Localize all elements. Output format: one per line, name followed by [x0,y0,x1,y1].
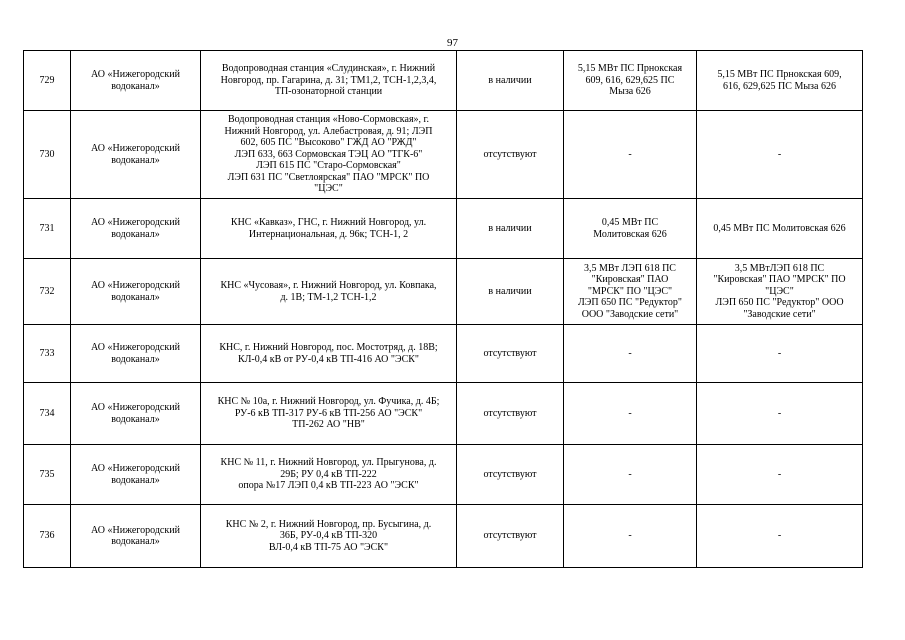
object-description-cell [201,259,457,325]
cell-text-line: "Кировская" ПАО [591,274,669,286]
table-row [24,259,863,325]
power-capacity-cell [564,259,697,325]
cell-text-line: д. 1В; ТМ-1,2 ТСН-1,2 [280,291,377,303]
cell-text-line: 3,5 МВтЛЭП 618 ПС [734,262,825,274]
power-reserve-cell [697,325,863,383]
cell-text-line: АО «Нижегородский [91,143,180,154]
object-description-cell [201,51,457,111]
cell-text-line: АО «Нижегородский [91,217,180,228]
organization-cell [71,445,201,505]
object-description-cell [201,199,457,259]
power-reserve-cell [697,259,863,325]
cell-text-line: КНС «Кавказ», ГНС, г. Нижний Новгород, ул. [230,217,427,228]
power-reserve-cell [697,505,863,568]
cell-text-line: ТП-озонаторной станции [274,86,383,98]
row-number-cell: 736 [24,505,71,568]
row-number-cell: 733 [24,325,71,383]
availability-status-cell: отсутствуют [457,383,564,445]
cell-text-line: КЛ-0,4 кВ от РУ-0,4 кВ ТП-416 АО "ЭСК" [237,353,419,365]
availability-status-cell: отсутствуют [457,111,564,199]
cell-text-line: "МРСК" ПО "ЦЭС" [587,285,673,297]
cell-text-line: Мыза 626 [609,86,651,98]
power-capacity-cell [564,505,697,568]
cell-text-line: - [777,530,782,542]
page-number: 97 [447,37,458,49]
cell-text-line: Молитовская 626 [593,228,667,240]
cell-text-line: КНС № 11, г. Нижний Новгород, ул. Прыгунова, д. [220,457,437,469]
cell-text-line: "Заводские сети" [743,308,816,320]
cell-text-line: 609, 616, 629,625 ПС [585,74,675,86]
table-row [24,445,863,505]
cell-text-line: ООО "Заводские сети" [581,308,679,320]
row-number-cell: 732 [24,259,71,325]
cell-text-line: - [628,148,632,160]
cell-text-line: ЛЭП 650 ПС "Редуктор" ООО [715,297,844,309]
table-row [24,51,863,111]
object-description-cell [201,445,457,505]
row-number-cell: 729 [24,51,71,111]
organization-cell [71,111,201,199]
cell-text-line: ЛЭП 631 ПС "Светлоярская" ПАО "МРСК" ПО [227,171,430,183]
cell-text-line: водоканал» [111,353,160,365]
table-row [24,111,863,199]
table-row [24,199,863,259]
row-number-cell: 734 [24,383,71,445]
cell-text-line: 602, 605 ПС "Высоково" ГЖД АО "РЖД" [240,137,417,149]
table-row [24,383,863,445]
cell-text-line: АО «Нижегородский [91,463,180,474]
cell-text-line: Новгород, пр. Гагарина, д. 31; ТМ1,2, ТСН-1,2,3,4, [220,74,437,86]
cell-text-line: - [628,530,632,542]
cell-text-line: КНС № 2, г. Нижний Новгород, пр. Бусыгина, д. [225,518,432,530]
power-capacity-cell [564,383,697,445]
power-capacity-cell [564,445,697,505]
cell-text-line: ЛЭП 615 ПС "Старо-Сормовская" [256,160,401,172]
organization-cell [71,325,201,383]
cell-text-line: КНС, г. Нижний Новгород, пос. Мостотряд, д. 18В; [219,342,438,353]
availability-status-cell: отсутствуют [457,445,564,505]
cell-text-line: 3,5 МВт ЛЭП 618 ПС [584,262,676,274]
cell-text-line: водоканал» [111,291,160,303]
cell-text-line: водоканал» [111,228,160,240]
row-number-cell: 735 [24,445,71,505]
cell-text-line: - [777,407,782,419]
registry-table-body [24,51,863,568]
cell-text-line: водоканал» [111,413,160,425]
cell-text-line: водоканал» [111,474,160,486]
cell-text-line: - [628,468,632,480]
cell-text-line: ТП-262 АО "НВ" [292,419,365,431]
power-capacity-cell [564,51,697,111]
cell-text-line: 0,45 МВт ПС Молитовская 626 [713,222,846,234]
availability-status-cell: в наличии [457,259,564,325]
cell-text-line: 0,45 МВт ПС [601,217,659,228]
organization-cell [71,505,201,568]
power-capacity-cell [564,199,697,259]
cell-text-line: ЛЭП 633, 663 Сормовская ТЭЦ АО "ТГК-6" [234,148,423,160]
cell-text-line: - [777,468,782,480]
cell-text-line: 5,15 МВт ПС Прнокская 609, [717,69,842,80]
table-row [24,505,863,568]
cell-text-line: АО «Нижегородский [91,69,180,80]
cell-text-line: РУ-6 кВ ТП-317 РУ-6 кВ ТП-256 АО "ЭСК" [234,407,423,419]
availability-status-cell: отсутствуют [457,325,564,383]
organization-cell [71,51,201,111]
cell-text-line: АО «Нижегородский [91,342,180,353]
cell-text-line: АО «Нижегородский [91,402,180,413]
power-capacity-cell [564,325,697,383]
cell-text-line: опора №17 ЛЭП 0,4 кВ ТП-223 АО "ЭСК" [238,480,419,492]
registry-table [23,50,863,568]
cell-text-line: КНС «Чусовая», г. Нижний Новгород, ул. Ковпака, [220,280,437,291]
row-number-cell: 730 [24,111,71,199]
table-row [24,325,863,383]
cell-text-line: ЛЭП 650 ПС "Редуктор" [578,297,682,309]
cell-text-line: Водопроводная станция «Слудинская», г. Нижний [221,63,436,75]
row-number-cell: 731 [24,199,71,259]
cell-text-line: "ЦЭС" [314,183,343,195]
cell-text-line: Водопроводная станция «Ново-Сормовская», г. [227,114,430,126]
cell-text-line: водоканал» [111,154,160,166]
availability-status-cell: отсутствуют [457,505,564,568]
power-reserve-cell [697,383,863,445]
cell-text-line: - [628,347,632,359]
organization-cell [71,383,201,445]
cell-text-line: 29Б; РУ 0,4 кВ ТП-222 [280,468,377,480]
availability-status-cell: в наличии [457,199,564,259]
power-capacity-cell [564,111,697,199]
cell-text-line: КНС № 10а, г. Нижний Новгород, ул. Фучика, д. 4Б; [217,396,440,408]
cell-text-line: АО «Нижегородский [91,280,180,291]
cell-text-line: 36Б, РУ-0,4 кВ ТП-320 [279,530,378,542]
organization-cell [71,199,201,259]
power-reserve-cell [697,51,863,111]
cell-text-line: "Кировская" ПАО "МРСК" ПО [713,274,846,286]
organization-cell [71,259,201,325]
power-reserve-cell [697,445,863,505]
cell-text-line: 5,15 МВт ПС Прнокская [577,63,683,75]
cell-text-line: - [777,148,782,160]
cell-text-line: водоканал» [111,80,160,92]
cell-text-line: Интернациональная, д. 96к; ТСН-1, 2 [248,228,409,240]
cell-text-line: - [777,347,782,359]
object-description-cell [201,325,457,383]
cell-text-line: Нижний Новгород, ул. Алебастровая, д. 91; ЛЭП [224,125,433,137]
power-reserve-cell [697,199,863,259]
object-description-cell [201,505,457,568]
power-reserve-cell [697,111,863,199]
cell-text-line: "ЦЭС" [765,285,794,297]
cell-text-line: водоканал» [111,536,160,547]
cell-text-line: АО «Нижегородский [91,524,180,536]
cell-text-line: - [628,407,632,419]
cell-text-line: 616, 629,625 ПС Мыза 626 [723,80,836,92]
availability-status-cell: в наличии [457,51,564,111]
cell-text-line: ВЛ-0,4 кВ ТП-75 АО "ЭСК" [268,541,389,553]
object-description-cell [201,111,457,199]
object-description-cell [201,383,457,445]
